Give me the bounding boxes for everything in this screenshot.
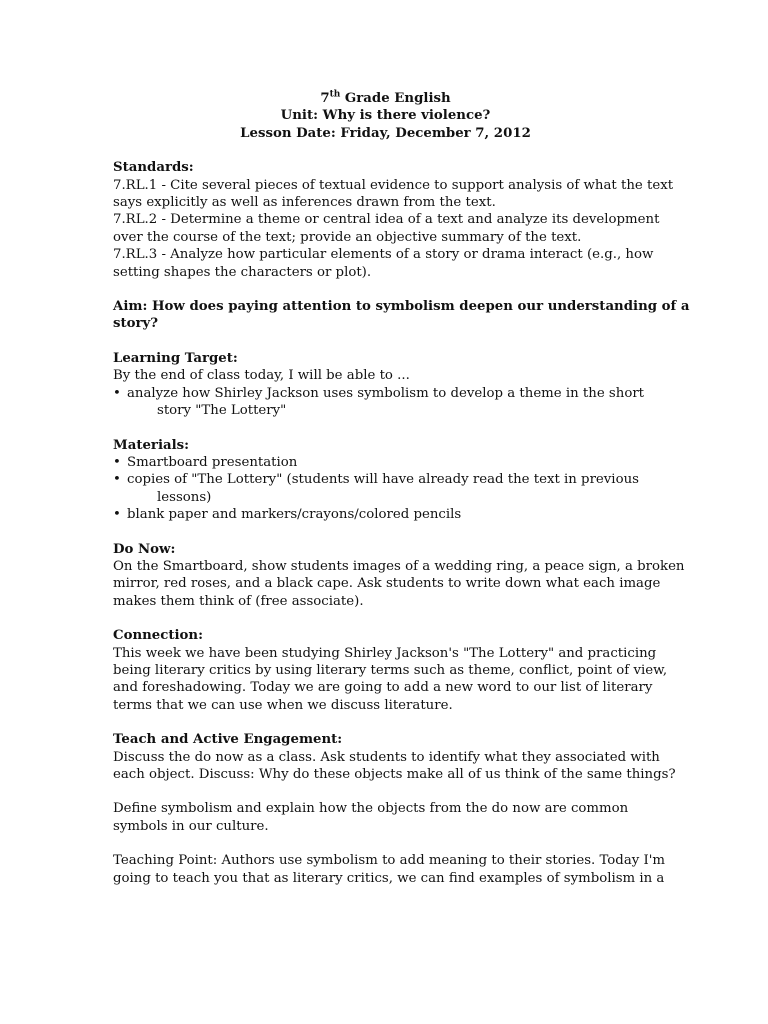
connection-line: being literary critics by using literary terms such as theme, conflict, point of view, (113, 662, 668, 678)
grade-title: 7th Grade English (320, 89, 451, 106)
list-item: • copies of "The Lottery" (students will have already read the text in previous lessons) (113, 472, 639, 505)
bullet-icon: • (113, 385, 121, 401)
do-now-line: On the Smartboard, show students images of a wedding ring, a peace sign, a broken (113, 558, 685, 574)
standards-heading: Standards: (113, 160, 194, 176)
bullet-icon: • (113, 454, 121, 470)
bullet-icon: • (113, 507, 121, 523)
standards-line: over the course of the text; provide an objective summary of the text. (113, 229, 582, 245)
materials-section (113, 437, 658, 524)
teach-paragraph: Define symbolism and explain how the objects from the do now are common symbols in our culture. (113, 801, 629, 834)
aim-line: Aim: How does paying attention to symbolism deepen our understanding of a (113, 299, 690, 315)
standards-section (113, 159, 674, 281)
connection-line: terms that we can use when we discuss literature. (113, 697, 453, 713)
do-now-line: makes them think of (free associate). (113, 593, 364, 609)
standards-line: setting shapes the characters or plot). (113, 264, 372, 280)
connection-line: and foreshadowing. Today we are going to add a new word to our list of literary (113, 680, 653, 696)
do-now-line: mirror, red roses, and a black cape. Ask students to write down what each image (113, 576, 661, 592)
connection-line: This week we have been studying Shirley Jackson's "The Lottery" and practicing (113, 645, 657, 661)
learning-target-heading: Learning Target: (113, 350, 238, 366)
teach-section (113, 731, 676, 887)
materials-heading: Materials: (113, 437, 190, 453)
teach-paragraph: Discuss the do now as a class. Ask students to identify what they associated with each object. Discuss: Why do these objects make all of us think of the same things? (113, 749, 676, 782)
standards-line: says explicitly as well as inferences drawn from the text. (113, 195, 496, 211)
standards-line: 7.RL.2 - Determine a theme or central idea of a text and analyze its development (113, 212, 660, 228)
learning-target-intro: By the end of class today, I will be able to ... (113, 368, 410, 384)
list-item: • analyze how Shirley Jackson uses symbolism to develop a theme in the short story "The Lottery" (113, 385, 645, 419)
standards-line: 7.RL.1 - Cite several pieces of textual evidence to support analysis of what the text (113, 177, 674, 193)
aim-line: story? (113, 316, 159, 332)
connection-heading: Connection: (113, 628, 203, 644)
list-item: • Smartboard presentation (113, 454, 298, 470)
document-header (113, 90, 658, 142)
list-item: • blank paper and markers/crayons/colored pencils (113, 507, 462, 523)
aim-section (113, 298, 690, 333)
document-content (113, 89, 690, 904)
teach-heading: Teach and Active Engagement: (113, 732, 343, 748)
teaching-point-paragraph: Teaching Point: Authors use symbolism to add meaning to their stories. Today I'm going to teach you that as literary critics, we can find examples of symbolism in a (113, 853, 666, 886)
connection-section (113, 627, 668, 714)
do-now-section (113, 541, 685, 611)
do-now-heading: Do Now: (113, 541, 176, 557)
standards-line: 7.RL.3 - Analyze how particular elements of a story or drama interact (e.g., how (113, 247, 654, 263)
unit-title: Unit: Why is there violence? (280, 108, 491, 124)
lesson-date: Lesson Date: Friday, December 7, 2012 (240, 125, 531, 141)
learning-target-section (113, 350, 658, 420)
bullet-icon: • (113, 472, 121, 488)
